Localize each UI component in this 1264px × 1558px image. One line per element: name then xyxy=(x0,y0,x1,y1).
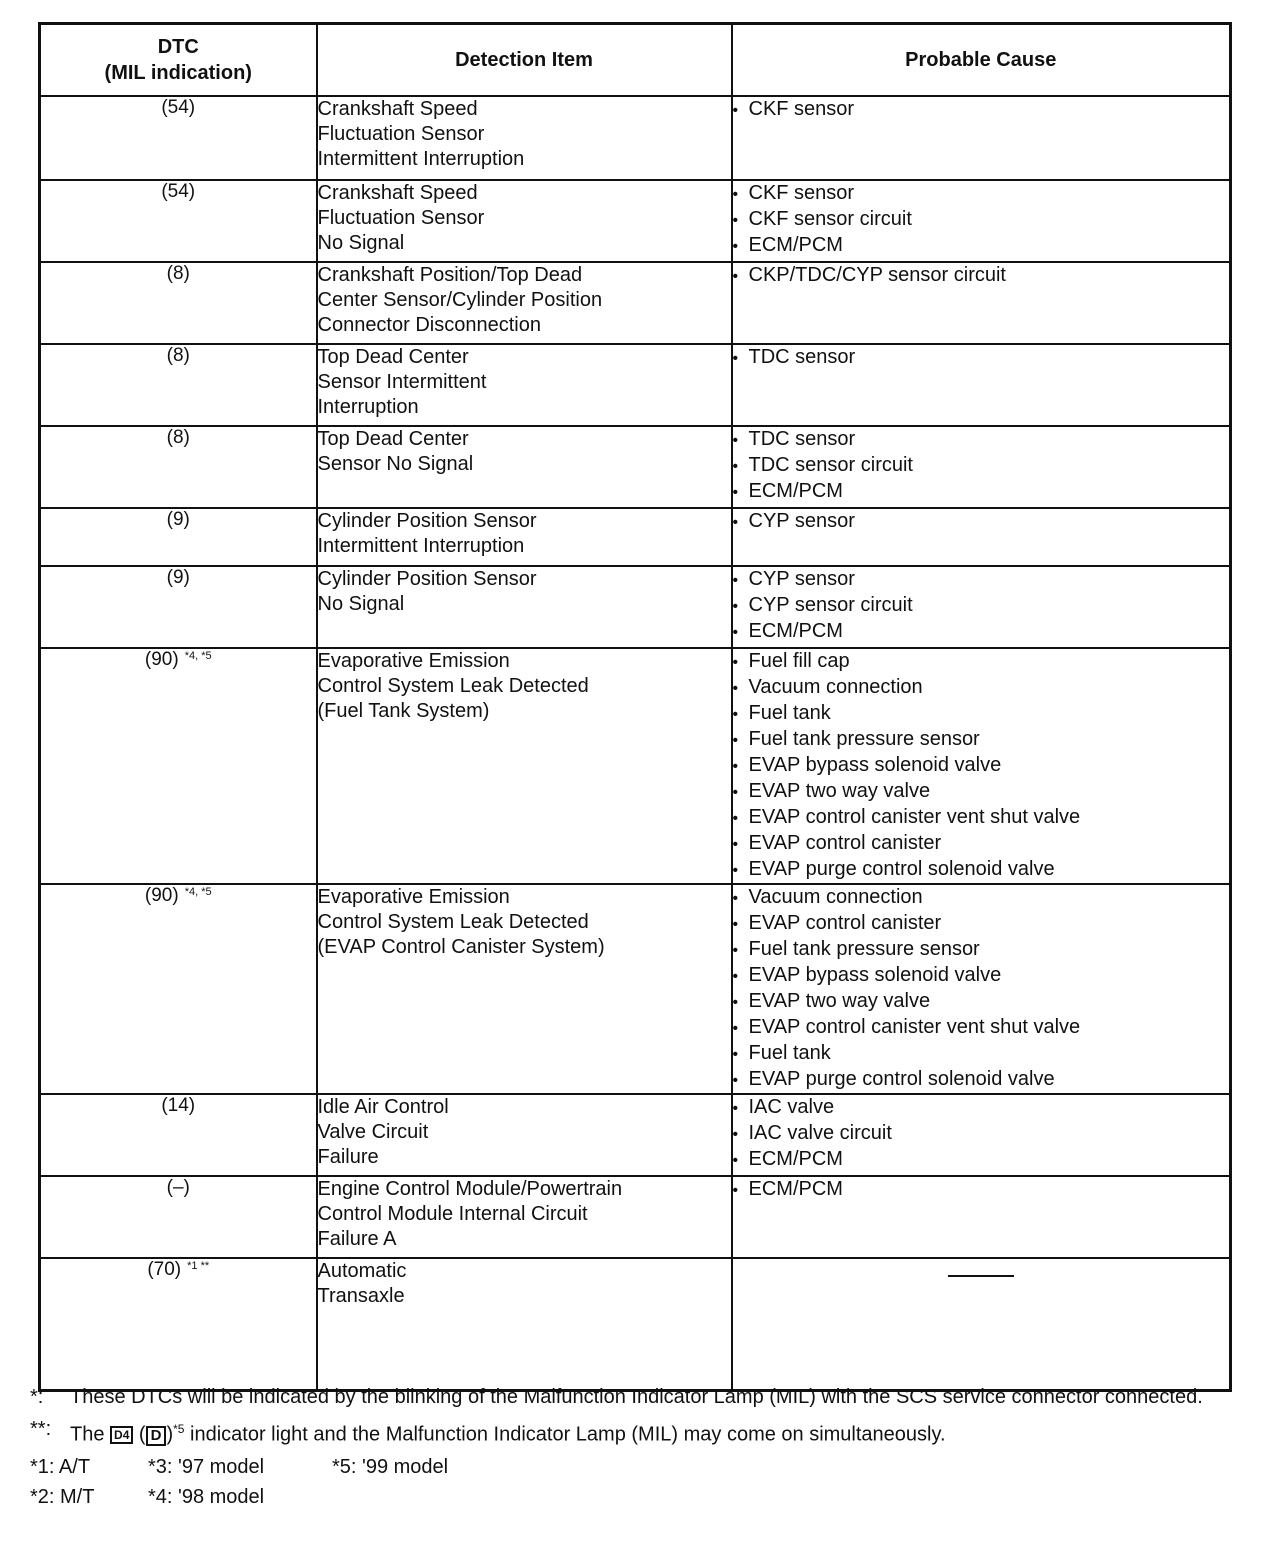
detection-item-line: Evaporative Emission xyxy=(317,886,510,908)
probable-cause-item: • EVAP two way valve xyxy=(733,989,1230,1015)
detection-item-cell xyxy=(317,96,732,180)
dtc-code: (90) xyxy=(144,885,179,906)
probable-cause-item: • TDC sensor xyxy=(733,345,1230,371)
dtc-code-cell xyxy=(40,96,317,180)
dtc-code: (8) xyxy=(166,427,190,448)
d4-indicator-icon: D4 xyxy=(110,1426,133,1444)
dtc-table xyxy=(38,22,1232,1392)
table-header-row xyxy=(40,24,1231,97)
probable-cause-cell xyxy=(732,426,1231,508)
probable-cause-item: • EVAP control canister xyxy=(733,831,1230,857)
probable-cause-item: • ECM/PCM xyxy=(733,479,1230,505)
dtc-code-cell xyxy=(40,180,317,262)
probable-cause-cell xyxy=(732,180,1231,262)
probable-cause-cell xyxy=(732,566,1231,648)
dtc-code-cell xyxy=(40,262,317,344)
probable-cause-cell xyxy=(732,344,1231,426)
dtc-code-cell xyxy=(40,1176,317,1258)
header-probable-cause: Probable Cause xyxy=(732,24,1231,97)
detection-item-line: Cylinder Position Sensor xyxy=(317,568,537,590)
table-row xyxy=(40,508,1231,566)
note-dstar-sup: *5 xyxy=(173,1422,185,1436)
probable-cause-item: • Vacuum connection xyxy=(733,885,1230,911)
table-row xyxy=(40,566,1231,648)
probable-cause-item: • ECM/PCM xyxy=(733,1147,1230,1173)
probable-cause-cell xyxy=(732,1258,1231,1390)
dtc-code: (54) xyxy=(161,97,196,118)
detection-item-line: Intermittent Interruption xyxy=(317,148,525,170)
detection-item-line: Sensor No Signal xyxy=(317,453,474,475)
table-row xyxy=(40,648,1231,884)
detection-item-line: Connector Disconnection xyxy=(317,314,541,336)
dtc-code: (54) xyxy=(161,181,196,202)
detection-item-cell xyxy=(317,1258,732,1390)
dtc-code-cell xyxy=(40,508,317,566)
detection-item-line: Top Dead Center xyxy=(317,346,469,368)
table-row xyxy=(40,426,1231,508)
table-row xyxy=(40,180,1231,262)
probable-cause-item: • Fuel fill cap xyxy=(733,649,1230,675)
d-indicator-icon: D xyxy=(146,1426,167,1446)
detection-item-line: Cylinder Position Sensor xyxy=(317,510,537,532)
probable-cause-item: • Vacuum connection xyxy=(733,675,1230,701)
footnote-3: *3: '97 model xyxy=(148,1455,265,1478)
header-dtc-line1: DTC xyxy=(157,36,199,58)
detection-item-line: Top Dead Center xyxy=(317,428,469,450)
probable-cause-item: • CYP sensor xyxy=(733,567,1230,593)
footnote-1: *1: A/T xyxy=(30,1455,91,1478)
note-dstar-text: The D4 ( D )$^{*5}$ indicator light and the Malfunction Indicator Lamp (MIL) may come on simultaneously. xyxy=(70,1422,946,1446)
footnote-line-2 xyxy=(30,1484,1240,1510)
table-body xyxy=(40,96,1231,1390)
probable-cause-cell xyxy=(732,96,1231,180)
probable-cause-item: • IAC valve xyxy=(733,1095,1230,1121)
dtc-code: (70) xyxy=(147,1259,182,1280)
detection-item-line: Idle Air Control xyxy=(317,1096,449,1118)
note-dstar-the: The xyxy=(70,1423,105,1446)
probable-cause-item: • IAC valve circuit xyxy=(733,1121,1230,1147)
detection-item-line: Engine Control Module/Powertrain xyxy=(317,1178,623,1200)
probable-cause-item: • CKP/TDC/CYP sensor circuit xyxy=(733,263,1230,289)
probable-cause-cell xyxy=(732,1094,1231,1176)
header-detection-item: Detection Item xyxy=(317,24,732,97)
detection-item-line: Control Module Internal Circuit xyxy=(317,1203,588,1225)
note-star-text: These DTCs will be indicated by the blinking of the Malfunction Indicator Lamp (MIL) with the SCS service connector connected. xyxy=(70,1386,1203,1408)
detection-item-line: Sensor Intermittent xyxy=(317,371,487,393)
detection-item-line: Failure xyxy=(317,1146,379,1168)
probable-cause-item: • EVAP bypass solenoid valve xyxy=(733,753,1230,779)
header-dtc xyxy=(40,24,317,97)
note-dstar-body: indicator light and the Malfunction Indicator Lamp (MIL) may come on simultaneously. xyxy=(190,1423,946,1446)
probable-cause-item: • EVAP bypass solenoid valve xyxy=(733,963,1230,989)
detection-item-cell xyxy=(317,508,732,566)
detection-item-line: Evaporative Emission xyxy=(317,650,510,672)
probable-cause-item: • ECM/PCM xyxy=(733,233,1230,259)
table-row xyxy=(40,262,1231,344)
probable-cause-item: • CKF sensor xyxy=(733,181,1230,207)
dtc-code: (8) xyxy=(166,345,190,366)
probable-cause-item: • Fuel tank xyxy=(733,1041,1230,1067)
table-row xyxy=(40,344,1231,426)
note-star-mark: *: xyxy=(30,1386,44,1408)
probable-cause-cell xyxy=(732,1176,1231,1258)
model-footnotes xyxy=(30,1454,1240,1510)
footnote-line-1 xyxy=(30,1454,1240,1480)
detection-item-line: Automatic xyxy=(317,1260,407,1282)
dtc-code-cell xyxy=(40,648,317,884)
dtc-code: (9) xyxy=(166,509,190,530)
table-row xyxy=(40,96,1231,180)
detection-item-line: Control System Leak Detected xyxy=(317,675,589,697)
probable-cause-item: • TDC sensor circuit xyxy=(733,453,1230,479)
probable-cause-item: • CKF sensor xyxy=(733,97,1230,123)
dtc-code-cell xyxy=(40,344,317,426)
table-row xyxy=(40,884,1231,1094)
detection-item-line: Valve Circuit xyxy=(317,1121,429,1143)
detection-item-line: Interruption xyxy=(317,396,419,418)
header-dtc-line2: (MIL indication) xyxy=(104,62,252,84)
probable-cause-item: • EVAP control canister vent shut valve xyxy=(733,1015,1230,1041)
detection-item-line: No Signal xyxy=(317,232,405,254)
table-row xyxy=(40,1176,1231,1258)
dtc-code-cell xyxy=(40,1258,317,1390)
footnote-5: *5: '99 model xyxy=(332,1455,449,1478)
note-double-star xyxy=(30,1416,1240,1448)
dtc-code: (90) xyxy=(144,649,179,670)
footnote-4: *4: '98 model xyxy=(148,1485,265,1508)
probable-cause-item: • TDC sensor xyxy=(733,427,1230,453)
detection-item-cell xyxy=(317,1094,732,1176)
detection-item-cell xyxy=(317,1176,732,1258)
dtc-code-cell xyxy=(40,1094,317,1176)
probable-cause-cell xyxy=(732,508,1231,566)
probable-cause-cell xyxy=(732,884,1231,1094)
dtc-footnote-ref: *4, *5 xyxy=(184,650,212,662)
detection-item-line: No Signal xyxy=(317,593,405,615)
detection-item-line: Control System Leak Detected xyxy=(317,911,589,933)
probable-cause-item: • ECM/PCM xyxy=(733,619,1230,645)
probable-cause-item: • EVAP purge control solenoid valve xyxy=(733,1067,1230,1093)
dtc-code-cell xyxy=(40,884,317,1094)
probable-cause-item: • EVAP purge control solenoid valve xyxy=(733,857,1230,883)
table-row xyxy=(40,1258,1231,1390)
note-single-star xyxy=(30,1384,1240,1410)
detection-item-line: Failure A xyxy=(317,1228,397,1250)
probable-cause-item: • Fuel tank xyxy=(733,701,1230,727)
detection-item-cell xyxy=(317,344,732,426)
detection-item-line: Crankshaft Speed xyxy=(317,182,478,204)
detection-item-line: Fluctuation Sensor xyxy=(317,123,485,145)
detection-item-line: (Fuel Tank System) xyxy=(317,700,490,722)
dtc-code-cell xyxy=(40,566,317,648)
detection-item-line: Fluctuation Sensor xyxy=(317,207,485,229)
detection-item-line: Transaxle xyxy=(317,1285,405,1307)
probable-cause-item: • Fuel tank pressure sensor xyxy=(733,937,1230,963)
detection-item-cell xyxy=(317,262,732,344)
detection-item-cell xyxy=(317,884,732,1094)
dtc-code-cell xyxy=(40,426,317,508)
dtc-code: (–) xyxy=(166,1177,190,1198)
footnotes-section xyxy=(30,1384,1240,1510)
detection-item-cell xyxy=(317,180,732,262)
probable-cause-item: • Fuel tank pressure sensor xyxy=(733,727,1230,753)
detection-item-line: Intermittent Interruption xyxy=(317,535,525,557)
probable-cause-item: • EVAP control canister vent shut valve xyxy=(733,805,1230,831)
probable-cause-item: • EVAP two way valve xyxy=(733,779,1230,805)
note-dstar-mark: **: xyxy=(30,1418,52,1440)
probable-cause-item: • ECM/PCM xyxy=(733,1177,1230,1203)
probable-cause-item: • CYP sensor circuit xyxy=(733,593,1230,619)
no-cause-dash xyxy=(948,1275,1014,1277)
table-row xyxy=(40,1094,1231,1176)
dtc-code: (9) xyxy=(166,567,190,588)
dtc-code: (8) xyxy=(166,263,190,284)
detection-item-cell xyxy=(317,648,732,884)
dtc-code: (14) xyxy=(161,1095,196,1116)
footnote-2: *2: M/T xyxy=(30,1485,95,1508)
dtc-footnote-ref: *1 ** xyxy=(187,1260,210,1272)
probable-cause-item: • CYP sensor xyxy=(733,509,1230,535)
probable-cause-cell xyxy=(732,648,1231,884)
detection-item-cell xyxy=(317,566,732,648)
detection-item-cell xyxy=(317,426,732,508)
detection-item-line: Center Sensor/Cylinder Position xyxy=(317,289,603,311)
probable-cause-cell xyxy=(732,262,1231,344)
probable-cause-item: • CKF sensor circuit xyxy=(733,207,1230,233)
dtc-footnote-ref: *4, *5 xyxy=(184,886,212,898)
detection-item-line: (EVAP Control Canister System) xyxy=(317,936,605,958)
detection-item-line: Crankshaft Speed xyxy=(317,98,478,120)
probable-cause-item: • EVAP control canister xyxy=(733,911,1230,937)
detection-item-line: Crankshaft Position/Top Dead xyxy=(317,264,583,286)
